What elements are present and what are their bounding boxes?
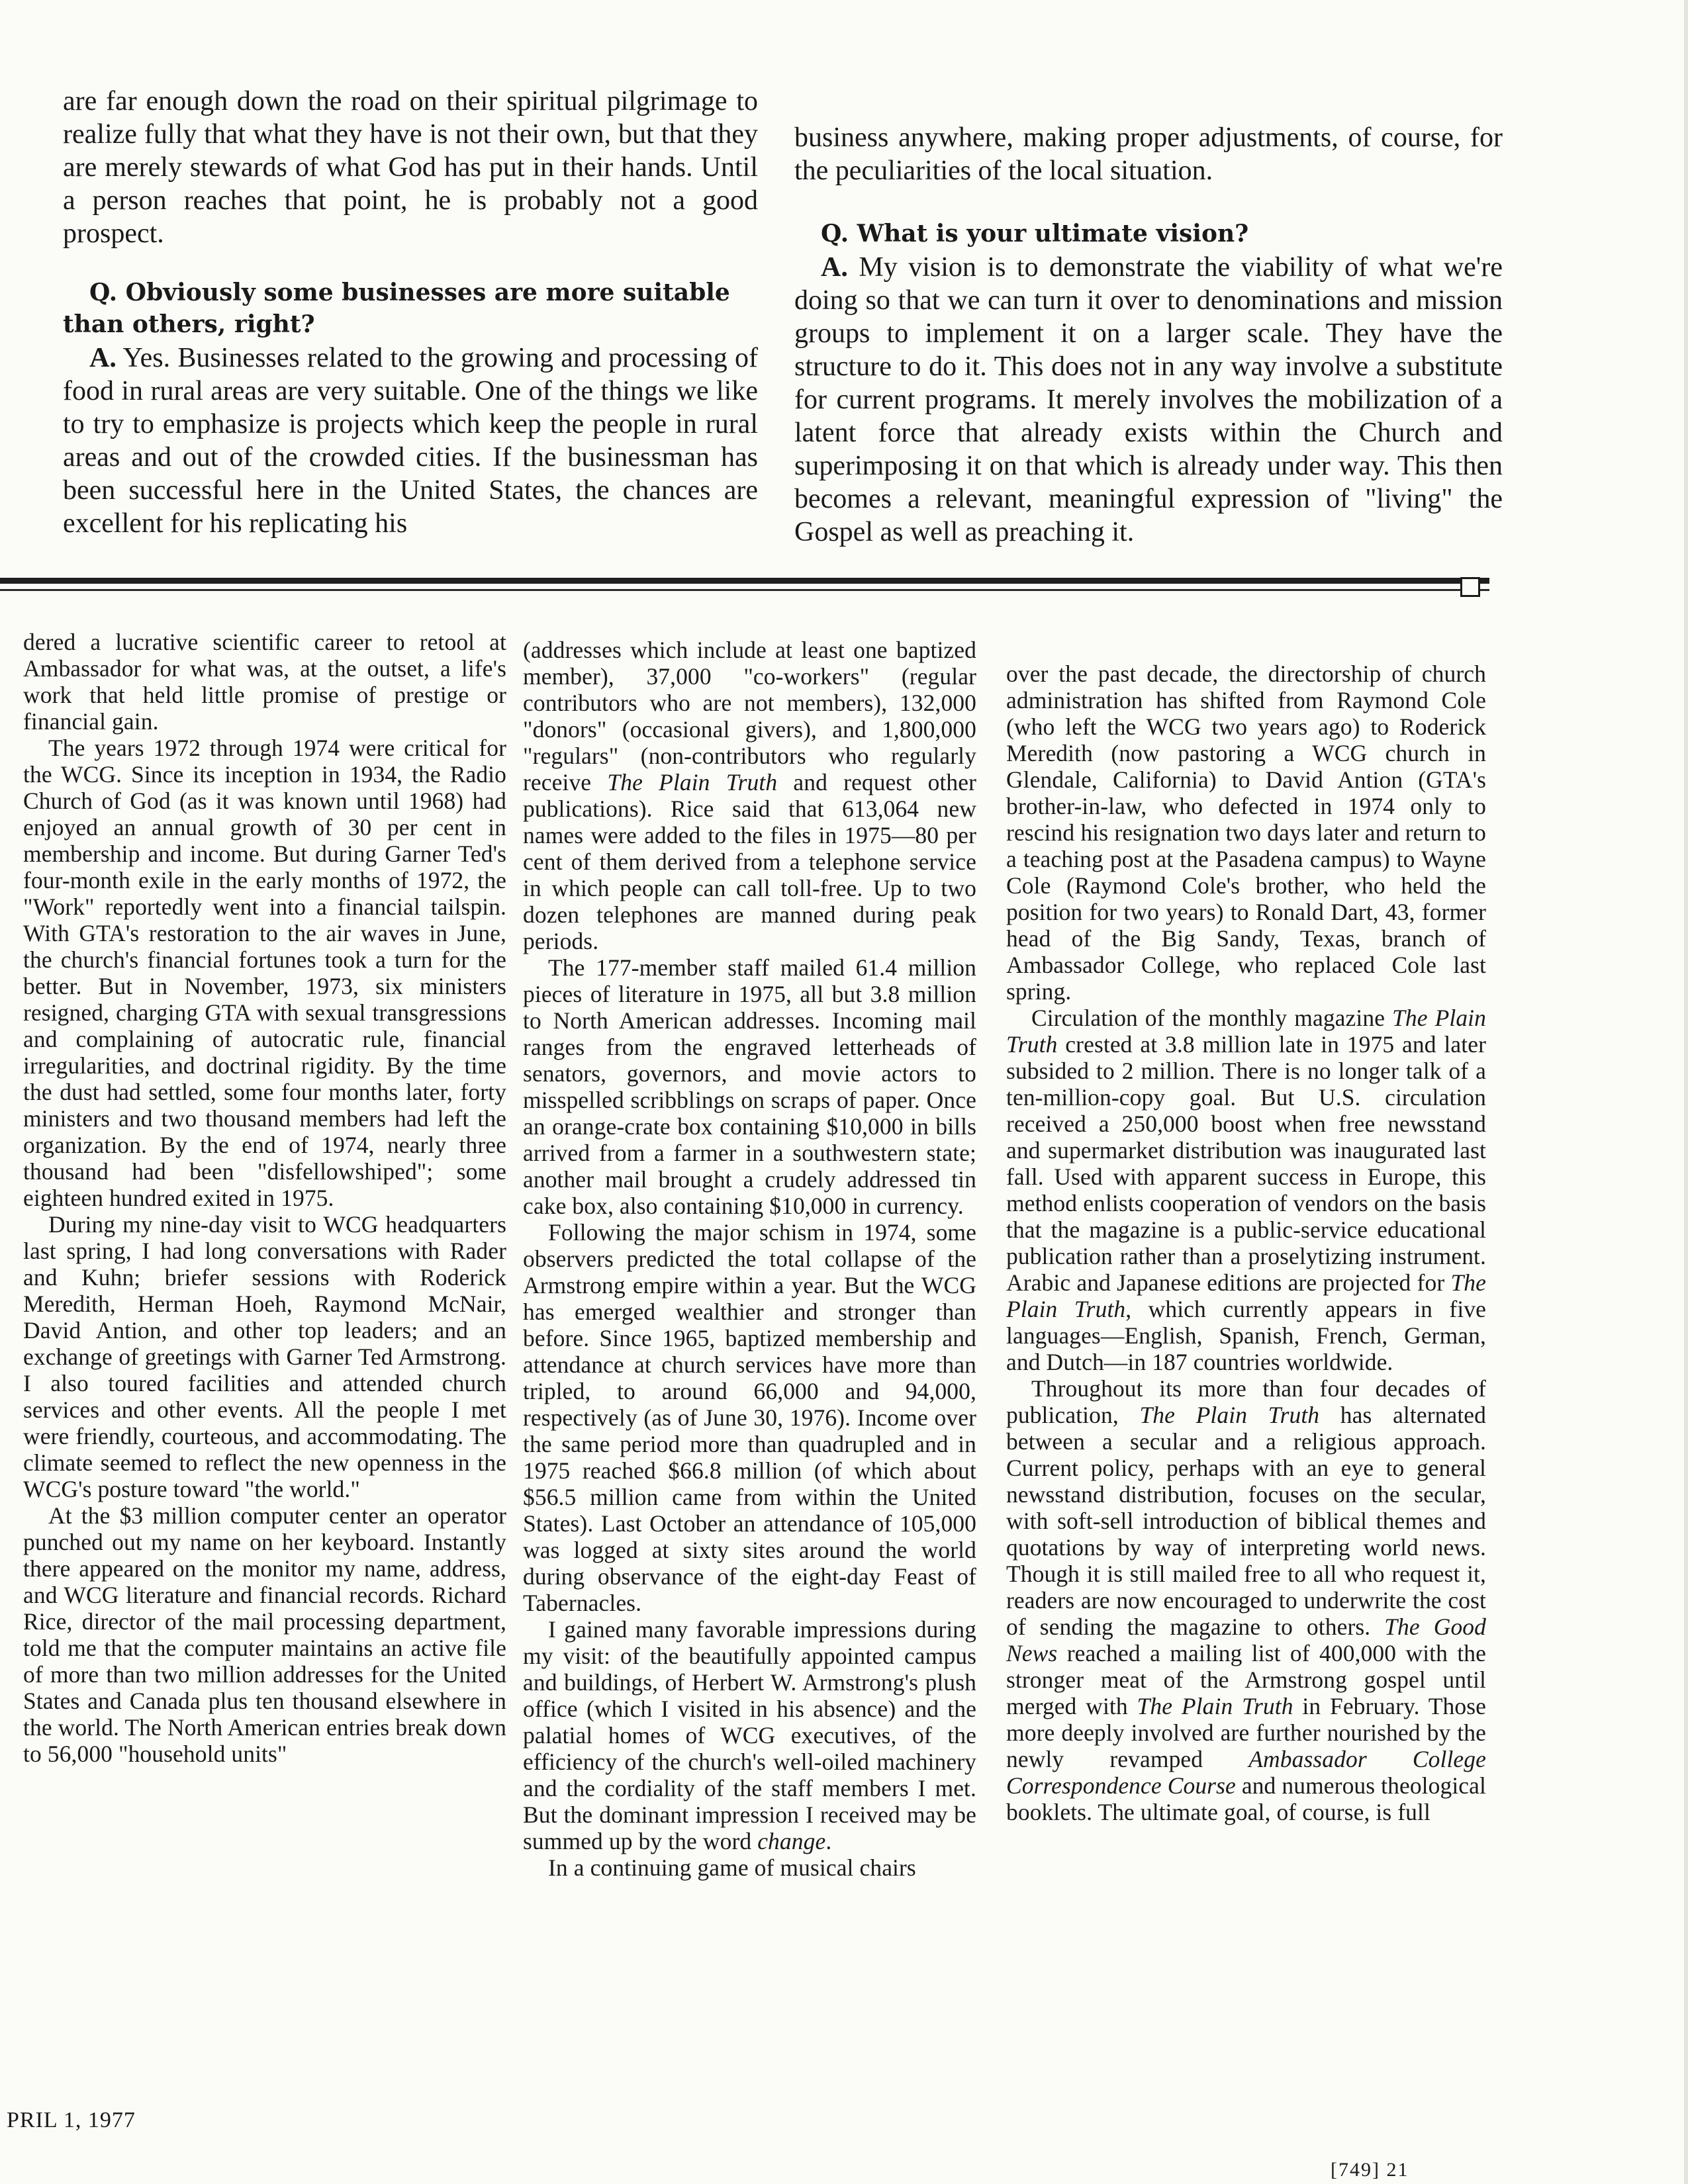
interview-answer [63, 341, 758, 540]
publication-title: Ambassador College Correspondence Course [1006, 1746, 1486, 1799]
article-paragraph: The years 1972 through 1974 were critical for the WCG. Since its inception in 1934, the Radio Church of God (as it was known until 1968) had enjoyed an annual growth of 30 per cent in membership and income. But during Garner Ted's four-month exile in the early months of 1972, the "Work" reportedly went into a financial tailspin. With GTA's restoration to the air waves in June, the church's financial fortunes took a turn for the better. But in November, 1973, six ministers resigned, charging GTA with sexual transgressions and complaining of autocratic rule, financial irregularities, and doctrinal rigidity. By the time the dust had settled, some four months later, forty ministers and two thousand members had left the organization. By the end of 1974, nearly three thousand had been "disfellowshiped"; some eighteen hundred exited in 1975. [23, 735, 506, 1211]
page-number: [749] 21 [1331, 2159, 1409, 2181]
interview-answer [794, 251, 1503, 549]
section-divider-thin [0, 589, 1489, 591]
article-paragraph: Circulation of the monthly magazine The Plain Truth crested at 3.8 million late in 1975 and later subsided to 2 million. There is no longer talk of a ten-million-copy goal. But U.S. circulation received a 250,000 boost when free newsstand and supermarket distribution was inaugurated last fall. Used with apparent success in Europe, this method enlists cooperation of vendors on the basis that the magazine is a public-service educational publication rather than a proselytizing instrument. Arabic and Japanese editions are projected for The Plain Truth, which currently appears in five languages—English, Spanish, French, German, and Dutch—in 187 countries worldwide. [1006, 1005, 1486, 1375]
article-paragraph: During my nine-day visit to WCG headquarters last spring, I had long conversations with Rader and Kuhn; briefer sessions with Roderick Meredith, Herman Hoeh, Raymond McNair, David Antion, and other top leaders; and an exchange of greetings with Garner Ted Armstrong. I also toured facilities and attended church services and other events. All the people I met were friendly, courteous, and accommodating. The climate seemed to reflect the new openness in the WCG's posture toward "the world." [23, 1211, 506, 1502]
article-column-3 [1006, 660, 1486, 1825]
interview-column-left [63, 85, 758, 540]
publication-title: The Plain Truth [1137, 1693, 1293, 1719]
answer-text: My vision is to demonstrate the viability of what we're doing so that we can turn it over to denominations and mission groups to implement it on a larger scale. They have the structure to do it. This does not in any way involve a substitute for current programs. It merely involves the mobilization of a latent force that already exists within the Church and superimposing it on that which is already under way. This then becomes a relevant, meaningful expression of "living" the Gospel as well as preaching it. [794, 252, 1503, 547]
publication-title: The Plain Truth [1006, 1005, 1486, 1058]
page-edge [1684, 0, 1688, 2184]
article-paragraph: Following the major schism in 1974, some observers predicted the total collapse of the Armstrong empire within a year. But the WCG has emerged wealthier and stronger than before. Since 1965, baptized membership and attendance at church services have more than tripled, to around 66,000 and 94,000, respectively (as of June 30, 1976). Income over the same period more than quadrupled and in 1975 reached $66.8 million (of which about $56.5 million came from within the United States). Last October an attendance of 105,000 was logged at sixty sites around the world during observance of the eight-day Feast of Tabernacles. [523, 1219, 976, 1616]
article-column-1 [23, 629, 506, 1767]
issue-date: PRIL 1, 1977 [7, 2108, 136, 2132]
article-paragraph: In a continuing game of musical chairs [548, 1854, 916, 1881]
article-paragraph: I gained many favorable impressions during my visit: of the beautifully appointed campus and buildings, of Herbert W. Armstrong's plush office (which I visited in his absence) and the palatial homes of WCG executives, of the efficiency of the church's well-oiled machinery and the cordiality of the staff members I met. But the dominant impression I received may be summed up by the word change. [523, 1616, 976, 1854]
article-paragraph: Throughout its more than four decades of publication, The Plain Truth has alternated between a secular and a religious approach. Current policy, perhaps with an eye to general newsstand distribution, focuses on the secular, with soft-sell introduction of biblical themes and quotations by way of interpreting world news. Though it is still mailed free to all who request it, readers are now encouraged to underwrite the cost of sending the magazine to others. The Good News reached a mailing list of 400,000 with the stronger meat of the Armstrong gospel until merged with The Plain Truth in February. Those more deeply involved are further nourished by the newly revamped Ambassador College Correspondence Course and numerous theological booklets. The ultimate goal, of course, is full [1006, 1375, 1487, 1825]
publication-title: The Plain Truth [607, 769, 778, 796]
interview-column-right [794, 121, 1503, 549]
interview-paragraph: are far enough down the road on their spiritual pilgrimage to realize fully that what they have is not their own, but that they are merely stewards of what God has put in their hands. Until a person reaches that point, he is probably not a good prospect. [63, 86, 758, 249]
interview-paragraph: business anywhere, making proper adjustments, of course, for the peculiarities of the local situation. [794, 122, 1503, 186]
answer-label: A. [821, 252, 848, 283]
article-paragraph: At the $3 million computer center an operator punched out my name on her keyboard. Instantly there appeared on the monitor my name, address, and WCG literature and financial records. Richard Rice, director of the mail processing department, told me that the computer maintains an active file of more than two million addresses for the United States and Canada plus ten thousand elsewhere in the world. The North American entries break down to 56,000 "household units" [23, 1502, 506, 1767]
article-paragraph: The 177-member staff mailed 61.4 million pieces of literature in 1975, all but 3.8 million to North American addresses. Incoming mail ranges from the engraved letterheads of senators, governors, and movie actors to misspelled scribblings on scraps of paper. Once an orange-crate box containing $10,000 in bills arrived from a farmer in a southwestern state; another mail brought a crudely addressed tin cake box, also containing $10,000 in currency. [523, 954, 976, 1219]
answer-text: Yes. Businesses related to the growing and processing of food in rural areas are very suitable. One of the things we like to try to emphasize is projects which keep the people in rural areas and out of the crowded cities. If the businessman has been successful here in the United States, the chances are excellent for his replicating his [63, 343, 758, 539]
article-paragraph: over the past decade, the directorship of church administration has shifted from Raymond Cole (who left the WCG two years ago) to Roderick Meredith (now pastoring a WCG church in Glendale, California) to David Antion (GTA's brother-in-law, who defected in 1974 only to rescind his resignation two days later and return to a teaching post at the Pasadena campus) to Wayne Cole (Raymond Cole's brother, who held the position for two years) to Ronald Dart, 43, former head of the Big Sandy, Texas, branch of Ambassador College, who replaced Cole last spring. [1006, 660, 1486, 1005]
article-column-2 [523, 637, 976, 1881]
answer-label: A. [89, 343, 117, 373]
interview-question: Q. What is your ultimate vision? [821, 220, 1249, 248]
interview-question: Q. Obviously some businesses are more suitable than others, right? [63, 279, 730, 338]
end-mark-box [1460, 577, 1480, 597]
publication-title: The Good News [1006, 1614, 1487, 1666]
article-paragraph: (addresses which include at least one baptized member), 37,000 "co-workers" (regular contributors who are not members), 132,000 "donors" (occasional givers), and 1,800,000 "regulars" (non-contributors who regularly receive The Plain Truth and request other publications). Rice said that 613,064 new names were added to the files in 1975—80 per cent of them derived from a telephone service in which people can call toll-free. Up to two dozen telephones are manned during peak periods. [523, 637, 977, 954]
section-divider-thick [0, 578, 1489, 584]
publication-title: The Plain Truth [1139, 1402, 1320, 1428]
article-paragraph: dered a lucrative scientific career to retool at Ambassador for what was, at the outset, a life's work that held little promise of prestige or financial gain. [23, 629, 506, 735]
publication-title: The Plain Truth [1006, 1269, 1486, 1322]
emphasis-word: change [757, 1828, 826, 1854]
